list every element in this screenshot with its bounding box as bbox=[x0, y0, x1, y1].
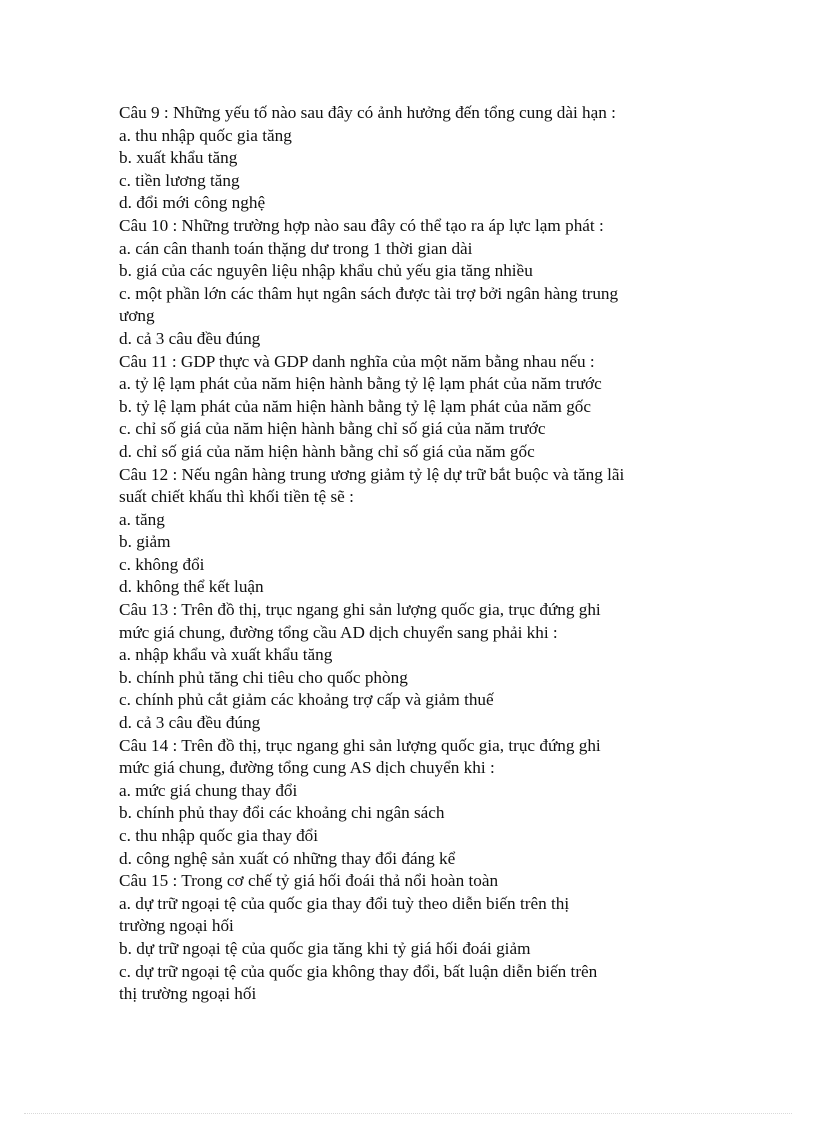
question-prompt: Câu 13 : Trên đồ thị, trục ngang ghi sản lượng quốc gia, trục đứng ghi bbox=[119, 600, 601, 620]
option-c: c. một phần lớn các thâm hụt ngân sách được tài trợ bởi ngân hàng trung bbox=[119, 283, 619, 303]
option-d: d. cả 3 câu đều đúng bbox=[119, 713, 261, 733]
question-12 bbox=[119, 464, 689, 600]
option-c-continued: thị trường ngoại hối bbox=[119, 984, 257, 1004]
option-b: b. chính phủ thay đổi các khoảng chi ngân sách bbox=[119, 803, 445, 823]
option-c: c. chính phủ cắt giảm các khoảng trợ cấp và giảm thuế bbox=[119, 690, 494, 710]
option-a: a. nhập khẩu và xuất khẩu tăng bbox=[119, 645, 333, 665]
question-11 bbox=[119, 351, 689, 464]
option-d: d. công nghệ sản xuất có những thay đổi đáng kể bbox=[119, 848, 456, 868]
option-b: b. chính phủ tăng chi tiêu cho quốc phòng bbox=[119, 667, 408, 687]
question-14 bbox=[119, 735, 689, 871]
question-13 bbox=[119, 599, 689, 735]
option-b: b. tỷ lệ lạm phát của năm hiện hành bằng tỷ lệ lạm phát của năm gốc bbox=[119, 396, 592, 416]
option-a: a. dự trữ ngoại tệ của quốc gia thay đổi tuỳ theo diễn biến trên thị bbox=[119, 893, 570, 913]
option-c: c. chỉ số giá của năm hiện hành bằng chỉ số giá của năm trước bbox=[119, 419, 546, 439]
option-d: d. cả 3 câu đều đúng bbox=[119, 328, 261, 348]
option-b: b. xuất khẩu tăng bbox=[119, 148, 238, 168]
question-prompt: Câu 11 : GDP thực và GDP danh nghĩa của một năm bằng nhau nếu : bbox=[119, 351, 595, 371]
option-b: b. dự trữ ngoại tệ của quốc gia tăng khi tỷ giá hối đoái giảm bbox=[119, 938, 531, 958]
question-prompt: Câu 12 : Nếu ngân hàng trung ương giảm tỷ lệ dự trữ bắt buộc và tăng lãi bbox=[119, 464, 625, 484]
question-prompt: Câu 9 : Những yếu tố nào sau đây có ảnh hưởng đến tổng cung dài hạn : bbox=[119, 103, 616, 122]
question-prompt-continued: mức giá chung, đường tổng cung AS dịch chuyển khi : bbox=[119, 758, 495, 778]
option-a: a. tăng bbox=[119, 509, 165, 529]
question-prompt: Câu 10 : Những trường hợp nào sau đây có thể tạo ra áp lực lạm phát : bbox=[119, 215, 604, 235]
option-a: a. cán cân thanh toán thặng dư trong 1 thời gian dài bbox=[119, 238, 473, 258]
question-prompt-continued: mức giá chung, đường tổng cầu AD dịch chuyển sang phải khi : bbox=[119, 622, 558, 642]
option-d: d. chỉ số giá của năm hiện hành bằng chỉ số giá của năm gốc bbox=[119, 441, 535, 461]
option-d: d. đổi mới công nghệ bbox=[119, 193, 266, 213]
option-c-continued: ương bbox=[119, 306, 155, 326]
option-a: a. tỷ lệ lạm phát của năm hiện hành bằng tỷ lệ lạm phát của năm trước bbox=[119, 374, 602, 394]
option-a-continued: trường ngoại hối bbox=[119, 916, 234, 936]
option-b: b. giảm bbox=[119, 532, 171, 552]
page-bottom-rule bbox=[24, 1113, 792, 1114]
question-list bbox=[119, 102, 689, 1006]
question-10 bbox=[119, 215, 689, 351]
question-prompt: Câu 15 : Trong cơ chế tỷ giá hối đoái thả nổi hoàn toàn bbox=[119, 871, 499, 891]
question-15 bbox=[119, 870, 689, 1006]
question-prompt-continued: suất chiết khấu thì khối tiền tệ sẽ : bbox=[119, 487, 354, 507]
option-c: c. không đổi bbox=[119, 554, 205, 574]
question-prompt: Câu 14 : Trên đồ thị, trục ngang ghi sản lượng quốc gia, trục đứng ghi bbox=[119, 735, 601, 755]
option-d: d. không thể kết luận bbox=[119, 577, 264, 597]
option-c: c. tiền lương tăng bbox=[119, 170, 240, 190]
option-c: c. dự trữ ngoại tệ của quốc gia không thay đổi, bất luận diễn biến trên bbox=[119, 961, 598, 981]
option-b: b. giá của các nguyên liệu nhập khẩu chủ yếu gia tăng nhiều bbox=[119, 261, 533, 281]
option-a: a. mức giá chung thay đổi bbox=[119, 780, 298, 800]
option-a: a. thu nhập quốc gia tăng bbox=[119, 125, 292, 145]
option-c: c. thu nhập quốc gia thay đổi bbox=[119, 826, 319, 845]
question-9 bbox=[119, 102, 689, 215]
